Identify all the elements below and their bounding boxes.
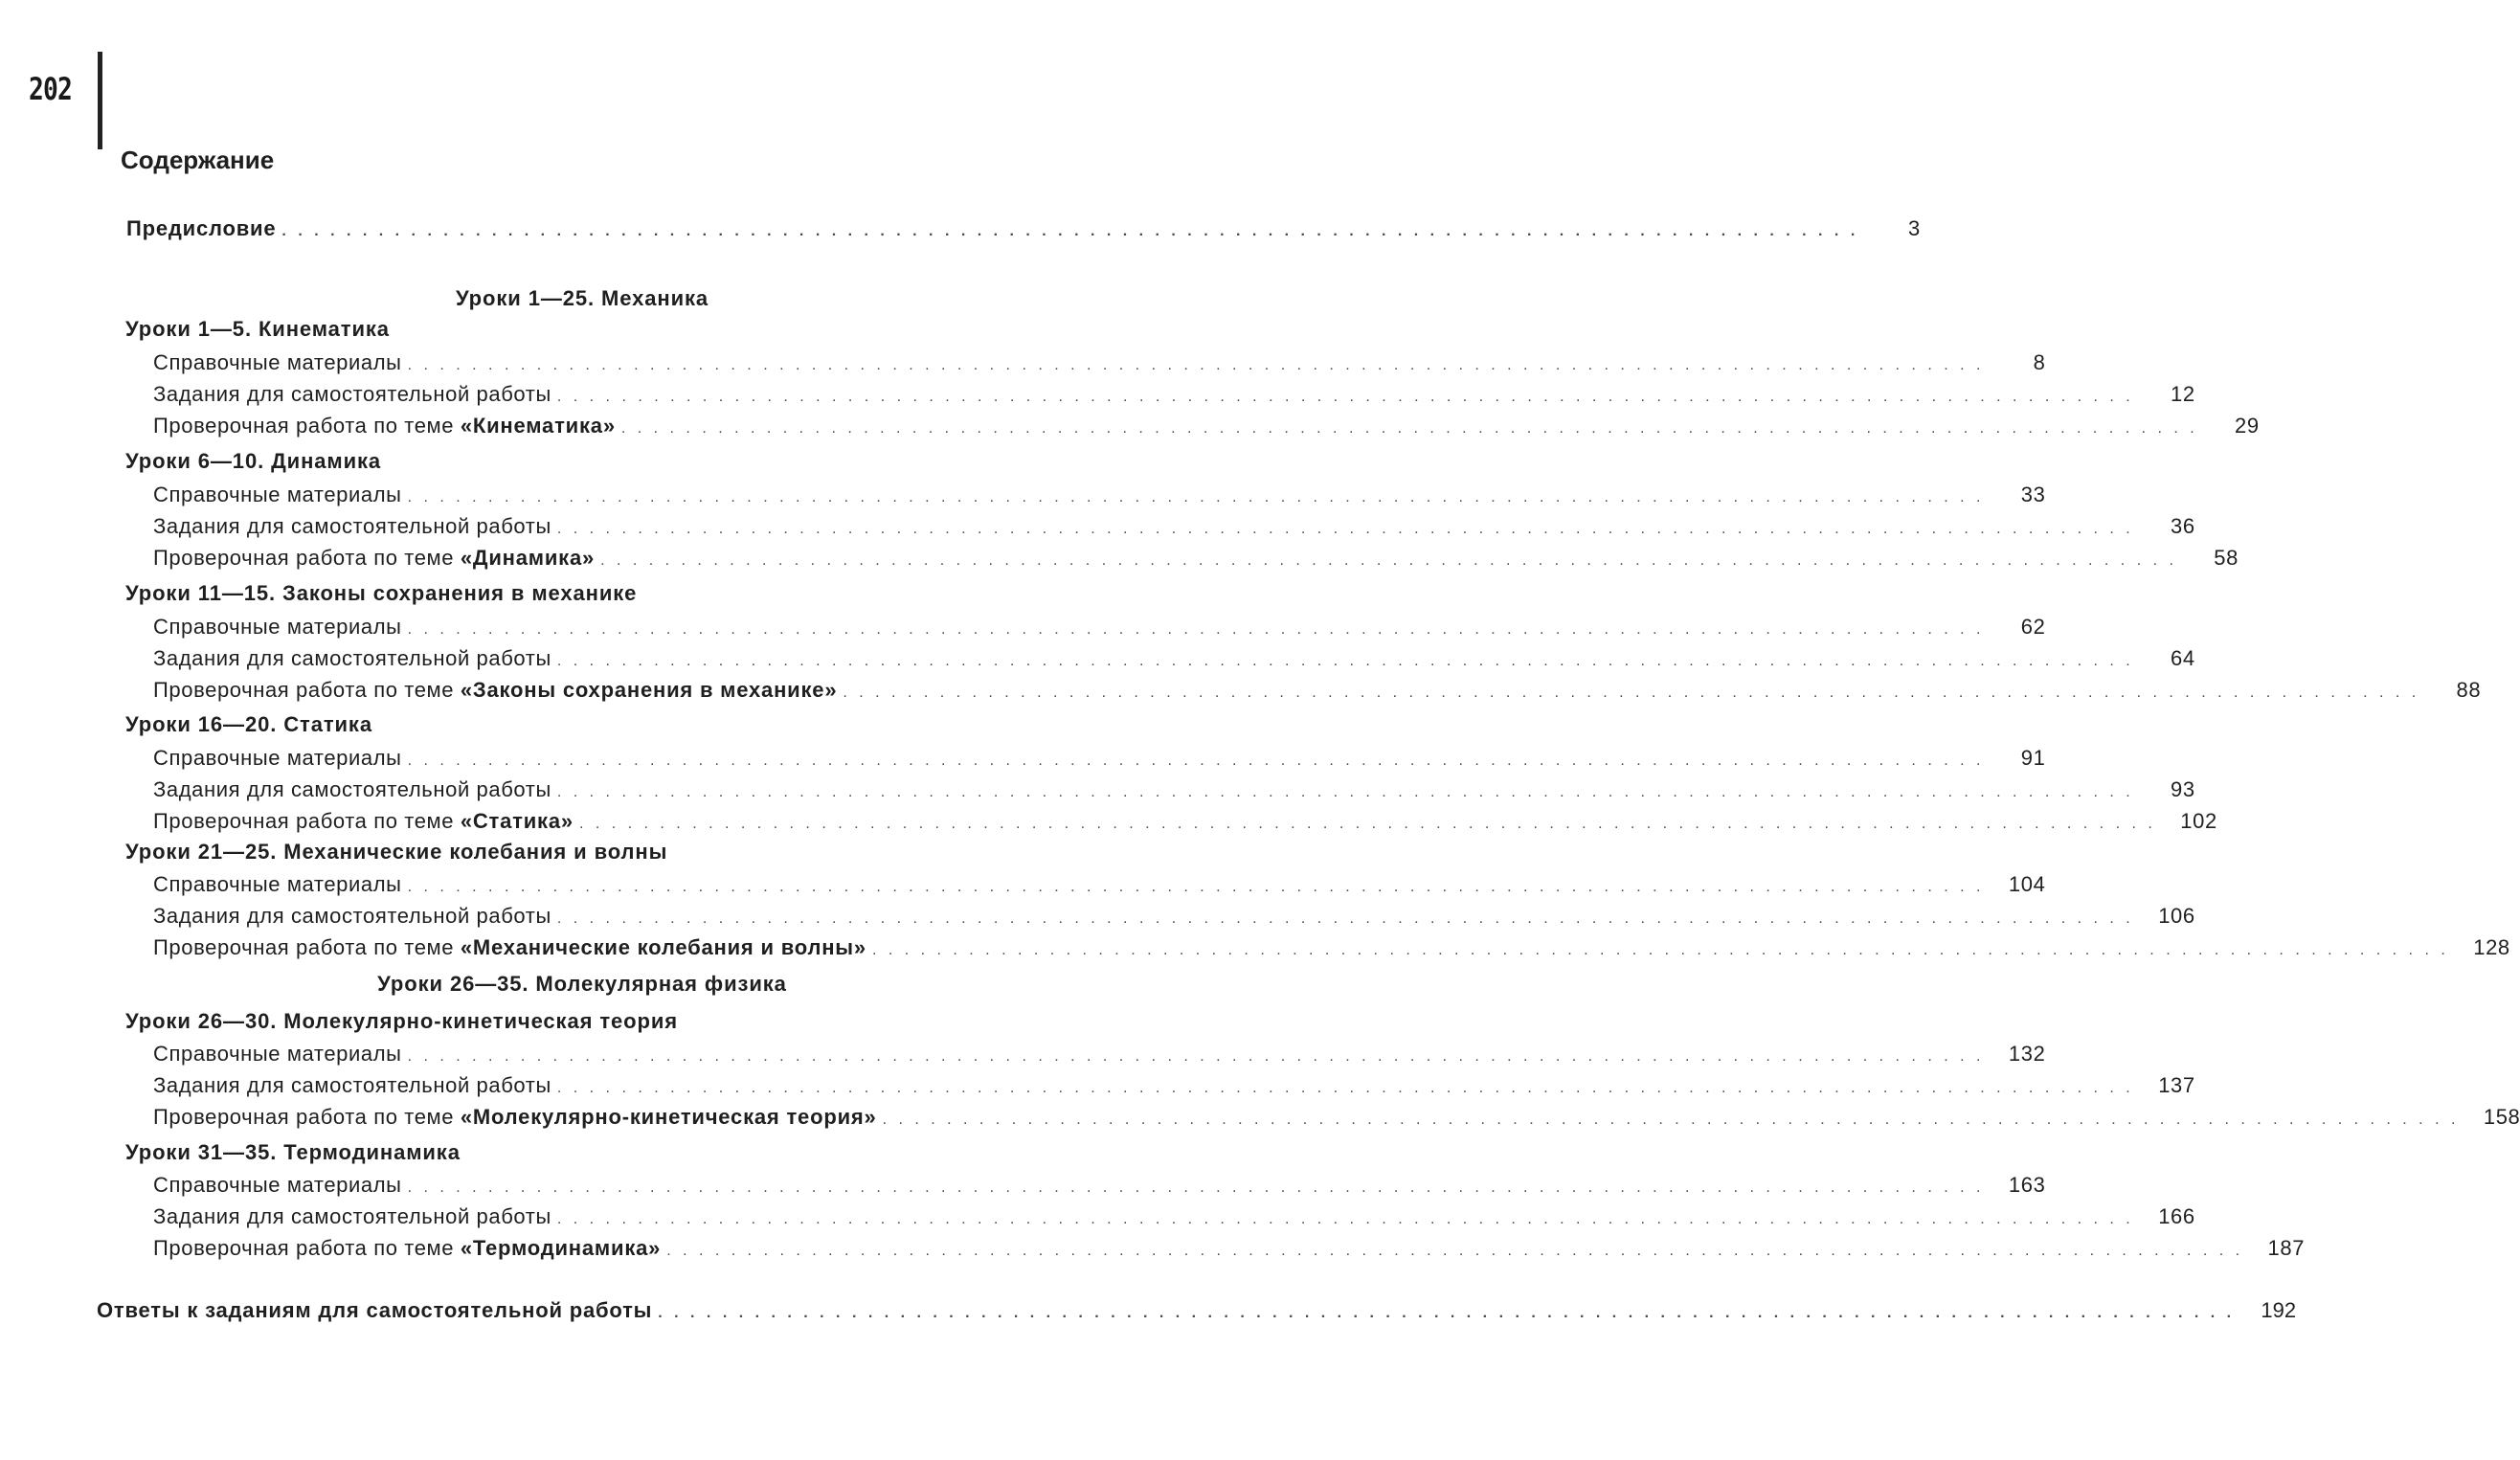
toc-entry[interactable] — [153, 1201, 2195, 1233]
toc-entry[interactable] — [153, 742, 2046, 775]
toc-page-number: 64 — [2171, 646, 2195, 670]
section-heading[interactable]: Уроки 31—35. Термодинамика — [125, 1140, 461, 1164]
toc-entry[interactable] — [153, 674, 2482, 707]
toc-entry[interactable] — [153, 868, 2046, 901]
leader-dots: . . . . . . . . . . . . . . . . . . . . . . . . . . . . . . . . . . . . . . . . . . . . . . . . . . . . . . . . . . . . . . . . . . . . . . . . . . . . . . . . . . . . . . . . . . . . . . . . . . — [407, 879, 1985, 895]
toc-page-number: 8 — [2033, 350, 2046, 374]
leader-dots: . . . . . . . . . . . . . . . . . . . . . . . . . . . . . . . . . . . . . . . . . . . . . . . . . . . . . . . . . . . . . . . . . . . . . . . . . . . . . . . . . . . . . . . . . . . . . . . . . . — [620, 420, 2198, 437]
leader-dots: . . . . . . . . . . . . . . . . . . . . . . . . . . . . . . . . . . . . . . . . . . . . . . . . . . . . . . . . . . . . . . . . . . . . . . . . . . . . . . . . . . . . . . . . . . . . . . . . . . — [658, 1305, 2236, 1321]
leader-dots: . . . . . . . . . . . . . . . . . . . . . . . . . . . . . . . . . . . . . . . . . . . . . . . . . . . . . . . . . . . . . . . . . . . . . . . . . . . . . . . . . . . . . . . . . . . . . . . . . . — [578, 816, 2156, 832]
part-heading-molecular-physics: Уроки 26—35. Молекулярная физика — [377, 972, 787, 996]
toc-entry-answers[interactable] — [97, 1294, 2297, 1327]
toc-entry-label — [153, 674, 837, 707]
section-heading[interactable]: Уроки 11—15. Законы сохранения в механике — [125, 581, 638, 605]
toc-entry-label: Справочные материалы — [153, 350, 402, 374]
toc-entry-label — [153, 410, 616, 442]
toc-page-number: 12 — [2171, 382, 2195, 406]
toc-page-number: 132 — [2008, 1042, 2046, 1066]
toc-page-number: 91 — [2020, 746, 2046, 770]
toc-entry[interactable] — [153, 542, 2239, 574]
toc-entry-topic: «Статика» — [460, 809, 574, 833]
toc-entry[interactable] — [153, 611, 2046, 643]
toc-page-number: 166 — [2158, 1204, 2195, 1228]
leader-dots: . . . . . . . . . . . . . . . . . . . . . . . . . . . . . . . . . . . . . . . . . . . . . . . . . . . . . . . . . . . . . . . . . . . . . . . . . . . . . . . . . . . . . . . . . . . . . . . . . . — [407, 752, 1985, 769]
toc-page-number: 158 — [2483, 1105, 2520, 1129]
section-heading[interactable]: Уроки 16—20. Статика — [125, 712, 372, 736]
toc-page-number: 93 — [2171, 777, 2195, 801]
toc-entry-label: Справочные материалы — [153, 483, 402, 506]
toc-entry-label: Ответы к заданиям для самостоятельной работы — [97, 1298, 653, 1322]
toc-entry-prefix: Проверочная работа по теме — [153, 935, 455, 959]
toc-entry-label — [153, 1232, 661, 1265]
section-heading[interactable]: Уроки 26—30. Молекулярно-кинетическая теория — [125, 1009, 678, 1033]
leader-dots: . . . . . . . . . . . . . . . . . . . . . . . . . . . . . . . . . . . . . . . . . . . . . . . . . . . . . . . . . . . . . . . . . . . . . . . . . . . . . . . . . . . . . . . . . . . . . . . . . . — [600, 552, 2177, 569]
toc-entry-prefix: Проверочная работа по теме — [153, 546, 455, 570]
toc-entry-label — [153, 542, 595, 574]
toc-entry-label: Задания для самостоятельной работы — [153, 1204, 551, 1228]
page-number: 202 — [29, 71, 72, 107]
toc-entry-label — [153, 805, 574, 838]
toc-page-number: 88 — [2456, 678, 2482, 702]
toc-entry-label — [153, 932, 866, 964]
toc-entry-prefix: Проверочная работа по теме — [153, 414, 455, 438]
toc-entry-label: Задания для самостоятельной работы — [153, 904, 551, 928]
toc-entry-label: Задания для самостоятельной работы — [153, 777, 551, 801]
toc-entry-topic: «Законы сохранения в механике» — [460, 678, 838, 702]
toc-page-number: 102 — [2180, 809, 2217, 833]
toc-entry[interactable] — [153, 347, 2046, 379]
leader-dots: . . . . . . . . . . . . . . . . . . . . . . . . . . . . . . . . . . . . . . . . . . . . . . . . . . . . . . . . . . . . . . . . . . . . . . . . . . . . . . . . . . . . . . . . . . . . . . . . . . — [843, 685, 2420, 701]
leader-dots: . . . . . . . . . . . . . . . . . . . . . . . . . . . . . . . . . . . . . . . . . . . . . . . . . . . . . . . . . . . . . . . . . . . . . . . . . . . . . . . . . . . . . . . . . . . . . . . . . . — [407, 1048, 1985, 1065]
leader-dots: . . . . . . . . . . . . . . . . . . . . . . . . . . . . . . . . . . . . . . . . . . . . . . . . . . . . . . . . . . . . . . . . . . . . . . . . . . . . . . . . . . . . . . . . . . . . . . . . . . — [556, 1080, 2134, 1096]
toc-entry[interactable] — [153, 479, 2046, 511]
part-heading-mechanics: Уроки 1—25. Механика — [455, 286, 709, 310]
leader-dots: . . . . . . . . . . . . . . . . . . . . . . . . . . . . . . . . . . . . . . . . . . . . . . . . . . . . . . . . . . . . . . . . . . . . . . . . . . . . . . . . . . . . . . . . . . . . . . . . . . — [556, 1211, 2134, 1227]
toc-entry[interactable] — [153, 805, 2217, 838]
toc-entry[interactable] — [153, 378, 2195, 411]
toc-page-number: 128 — [2473, 935, 2510, 959]
toc-entry[interactable] — [153, 900, 2195, 932]
leader-dots: . . . . . . . . . . . . . . . . . . . . . . . . . . . . . . . . . . . . . . . . . . . . . . . . . . . . . . . . . . . . . . . . . . . . . . . . . . . . . . . . . . . . . . . . . . . . . . . . . . — [407, 489, 1985, 505]
toc-entry-label: Задания для самостоятельной работы — [153, 646, 551, 670]
toc-entry[interactable] — [153, 410, 2260, 442]
toc-entry-label: Справочные материалы — [153, 615, 402, 639]
leader-dots: . . . . . . . . . . . . . . . . . . . . . . . . . . . . . . . . . . . . . . . . . . . . . . . . . . . . . . . . . . . . . . . . . . . . . . . . . . . . . . . . . . . . . . . . . . . . . . . . . . — [556, 910, 2134, 927]
toc-entry-label: Предисловие — [126, 216, 277, 240]
leader-dots: . . . . . . . . . . . . . . . . . . . . . . . . . . . . . . . . . . . . . . . . . . . . . . . . . . . . . . . . . . . . . . . . . . . . . . . . . . . . . . . . . . . . . . . . . . . . . . . . . . — [666, 1243, 2244, 1259]
toc-entry[interactable] — [153, 642, 2195, 675]
toc-entry[interactable] — [153, 1169, 2046, 1202]
toc-entry-topic: «Динамика» — [460, 546, 596, 570]
toc-entry-prefix: Проверочная работа по теме — [153, 809, 455, 833]
toc-entry-label — [153, 1101, 877, 1134]
toc-entry-topic: «Молекулярно-кинетическая теория» — [460, 1105, 877, 1129]
toc-page-number: 3 — [1908, 216, 1921, 240]
leader-dots: . . . . . . . . . . . . . . . . . . . . . . . . . . . . . . . . . . . . . . . . . . . . . . . . . . . . . . . . . . . . . . . . . . . . . . . . . . . . . . . . . . . . . . . . . . . . . . . . . . — [556, 521, 2134, 537]
toc-entry-label: Справочные материалы — [153, 1173, 402, 1197]
toc-entry-label: Справочные материалы — [153, 1042, 402, 1066]
toc-entry[interactable] — [153, 1038, 2046, 1070]
toc-page-number: 33 — [2020, 483, 2046, 506]
toc-entry-topic: «Механические колебания и волны» — [460, 935, 866, 959]
leader-dots: . . . . . . . . . . . . . . . . . . . . . . . . . . . . . . . . . . . . . . . . . . . . . . . . . . . . . . . . . . . . . . . . . . . . . . . . . . . . . . . . . . . . . . . . . . . . . . . . . . — [882, 1112, 2460, 1128]
toc-entry-label: Задания для самостоятельной работы — [153, 382, 551, 406]
toc-entry[interactable] — [153, 1101, 2520, 1134]
toc-entry[interactable] — [153, 1069, 2195, 1102]
toc-entry-label: Задания для самостоятельной работы — [153, 514, 551, 538]
toc-page-number: 29 — [2235, 414, 2260, 438]
leader-dots: . . . . . . . . . . . . . . . . . . . . . . . . . . . . . . . . . . . . . . . . . . . . . . . . . . . . . . . . . . . . . . . . . . . . . . . . . . . . . . . . . . . . . . . . . . . . . . . . . . — [556, 653, 2134, 669]
leader-dots: . . . . . . . . . . . . . . . . . . . . . . . . . . . . . . . . . . . . . . . . . . . . . . . . . . . . . . . . . . . . . . . . . . . . . . . . . . . . . . . . . . . . . . . . . . . . . . . . . . — [281, 223, 1859, 239]
toc-page-number: 36 — [2171, 514, 2195, 538]
toc-entry-topic: «Кинематика» — [460, 414, 616, 438]
toc-entry-label: Задания для самостоятельной работы — [153, 1073, 551, 1097]
section-heading[interactable]: Уроки 6—10. Динамика — [125, 449, 382, 473]
leader-dots: . . . . . . . . . . . . . . . . . . . . . . . . . . . . . . . . . . . . . . . . . . . . . . . . . . . . . . . . . . . . . . . . . . . . . . . . . . . . . . . . . . . . . . . . . . . . . . . . . . — [407, 357, 1985, 373]
section-heading[interactable]: Уроки 21—25. Механические колебания и волны — [125, 840, 668, 864]
toc-page-number: 62 — [2020, 615, 2046, 639]
toc-entry-prefix: Проверочная работа по теме — [153, 1105, 455, 1129]
toc-entry[interactable] — [153, 510, 2195, 543]
toc-page-number: 104 — [2008, 872, 2046, 896]
leader-dots: . . . . . . . . . . . . . . . . . . . . . . . . . . . . . . . . . . . . . . . . . . . . . . . . . . . . . . . . . . . . . . . . . . . . . . . . . . . . . . . . . . . . . . . . . . . . . . . . . . — [556, 389, 2134, 405]
leader-dots: . . . . . . . . . . . . . . . . . . . . . . . . . . . . . . . . . . . . . . . . . . . . . . . . . . . . . . . . . . . . . . . . . . . . . . . . . . . . . . . . . . . . . . . . . . . . . . . . . . — [871, 942, 2449, 958]
page-title: Содержание — [121, 146, 275, 174]
toc-page-number: 106 — [2158, 904, 2195, 928]
page-number-divider — [98, 52, 102, 149]
toc-entry[interactable] — [153, 774, 2195, 806]
toc-entry-prefix: Проверочная работа по теме — [153, 1236, 455, 1260]
toc-page-number: 58 — [2214, 546, 2239, 570]
toc-page-number: 137 — [2158, 1073, 2195, 1097]
toc-entry-preface[interactable] — [126, 213, 1921, 245]
toc-entry[interactable] — [153, 932, 2510, 964]
toc-entry-prefix: Проверочная работа по теме — [153, 678, 455, 702]
leader-dots: . . . . . . . . . . . . . . . . . . . . . . . . . . . . . . . . . . . . . . . . . . . . . . . . . . . . . . . . . . . . . . . . . . . . . . . . . . . . . . . . . . . . . . . . . . . . . . . . . . — [407, 621, 1985, 638]
section-heading[interactable]: Уроки 1—5. Кинематика — [125, 317, 390, 341]
toc-entry-label: Справочные материалы — [153, 746, 402, 770]
toc-entry-label: Справочные материалы — [153, 872, 402, 896]
toc-entry[interactable] — [153, 1232, 2306, 1265]
leader-dots: . . . . . . . . . . . . . . . . . . . . . . . . . . . . . . . . . . . . . . . . . . . . . . . . . . . . . . . . . . . . . . . . . . . . . . . . . . . . . . . . . . . . . . . . . . . . . . . . . . — [407, 1179, 1985, 1196]
toc-entry-topic: «Термодинамика» — [460, 1236, 662, 1260]
toc-page-number: 192 — [2261, 1298, 2297, 1322]
toc-page-number: 187 — [2267, 1236, 2306, 1260]
toc-page-number: 163 — [2008, 1173, 2046, 1197]
leader-dots: . . . . . . . . . . . . . . . . . . . . . . . . . . . . . . . . . . . . . . . . . . . . . . . . . . . . . . . . . . . . . . . . . . . . . . . . . . . . . . . . . . . . . . . . . . . . . . . . . . — [556, 784, 2134, 800]
